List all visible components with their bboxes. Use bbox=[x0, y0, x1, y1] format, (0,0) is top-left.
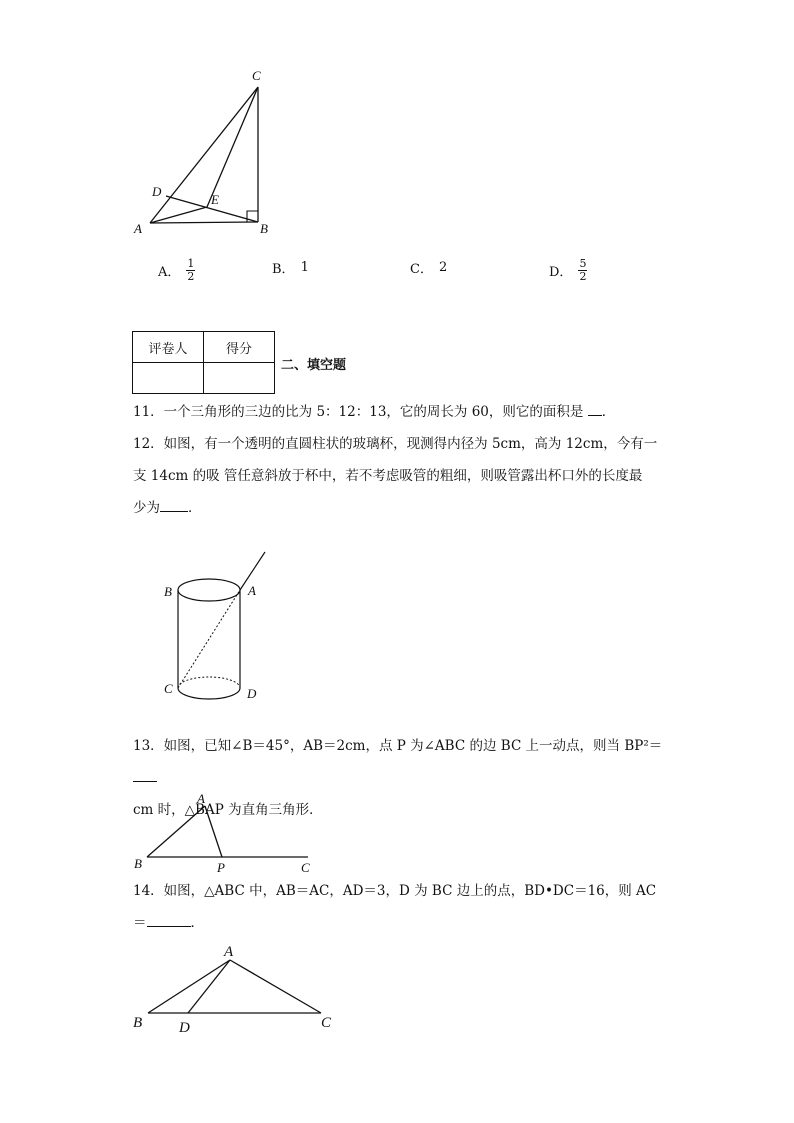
label-b: B bbox=[164, 584, 172, 599]
option-a-letter: A． bbox=[158, 265, 181, 280]
label-c: C bbox=[321, 1015, 332, 1031]
option-c-letter: C． bbox=[410, 262, 433, 277]
q12-line-2: 支 14cm 的吸 管任意斜放于杯中，若不考虑吸管的粗细，则吸管露出杯口外的长度最 bbox=[133, 468, 643, 484]
figure-q12 bbox=[155, 545, 285, 715]
option-b-letter: B． bbox=[272, 262, 295, 277]
label-d: D bbox=[152, 184, 162, 199]
answer-blank-12[interactable] bbox=[160, 511, 188, 512]
label-d: D bbox=[179, 1020, 190, 1036]
option-c[interactable] bbox=[410, 258, 447, 277]
q13-line-2: cm 时，△BAP 为直角三角形． bbox=[133, 802, 323, 818]
reviewer-cell[interactable] bbox=[133, 363, 204, 394]
score-header: 得分 bbox=[204, 332, 275, 363]
question-12 bbox=[133, 428, 673, 524]
reviewer-header: 评卷人 bbox=[133, 332, 204, 363]
label-b: B bbox=[133, 1015, 143, 1031]
option-a[interactable] bbox=[158, 258, 195, 283]
score-cell[interactable] bbox=[204, 363, 275, 394]
answer-blank-11[interactable] bbox=[588, 415, 602, 416]
answer-blank-14[interactable] bbox=[147, 926, 191, 927]
figure-q10 bbox=[125, 60, 285, 245]
question-14 bbox=[133, 875, 673, 939]
label-a: A bbox=[248, 583, 256, 598]
option-a-fraction: $\frac{1}{2}$ bbox=[187, 257, 195, 283]
option-c-value: 2 bbox=[438, 260, 448, 275]
label-p: P bbox=[217, 860, 225, 875]
label-d: D bbox=[247, 686, 257, 701]
label-e: E bbox=[211, 192, 219, 207]
q12-line-1: 12．如图，有一个透明的直圆柱状的玻璃杯，现测得内径为 5cm，高为 12cm，今有一 bbox=[133, 436, 658, 452]
label-b: B bbox=[260, 221, 268, 236]
label-c: C bbox=[164, 681, 173, 696]
grading-table bbox=[132, 331, 275, 394]
figure-q14 bbox=[125, 938, 345, 1038]
q14-line-1: 14．如图，△ABC 中，AB＝AC，AD＝3，D 为 BC 边上的点，BD•DC＝16，则 AC bbox=[133, 883, 657, 899]
label-a: A bbox=[224, 944, 234, 960]
option-d-fraction: $\frac{5}{2}$ bbox=[579, 257, 587, 283]
answer-blank-13[interactable] bbox=[133, 781, 157, 782]
label-b: B bbox=[134, 856, 142, 871]
q12-line-3: 少为 ． bbox=[133, 500, 202, 516]
option-d[interactable] bbox=[549, 258, 587, 283]
question-11: 11．一个三角形的三边的比为 5：12：13，它的周长为 60，则它的面积是 ． bbox=[133, 404, 616, 420]
label-c: C bbox=[301, 860, 310, 875]
option-b-value: 1 bbox=[300, 260, 309, 275]
figure-q13 bbox=[130, 788, 330, 880]
label-c: C bbox=[252, 68, 261, 83]
option-d-letter: D． bbox=[549, 265, 573, 280]
label-a: A bbox=[134, 221, 142, 236]
option-b[interactable] bbox=[272, 258, 309, 277]
q13-line-1: 13．如图，已知∠B＝45°，AB＝2cm，点 P 为∠ABC 的边 BC 上一动点，则当 BP²＝ bbox=[133, 730, 673, 794]
label-a: A bbox=[197, 791, 205, 806]
section-title: 二、填空题 bbox=[281, 358, 347, 373]
q14-line-2: ＝ ． bbox=[133, 915, 204, 931]
